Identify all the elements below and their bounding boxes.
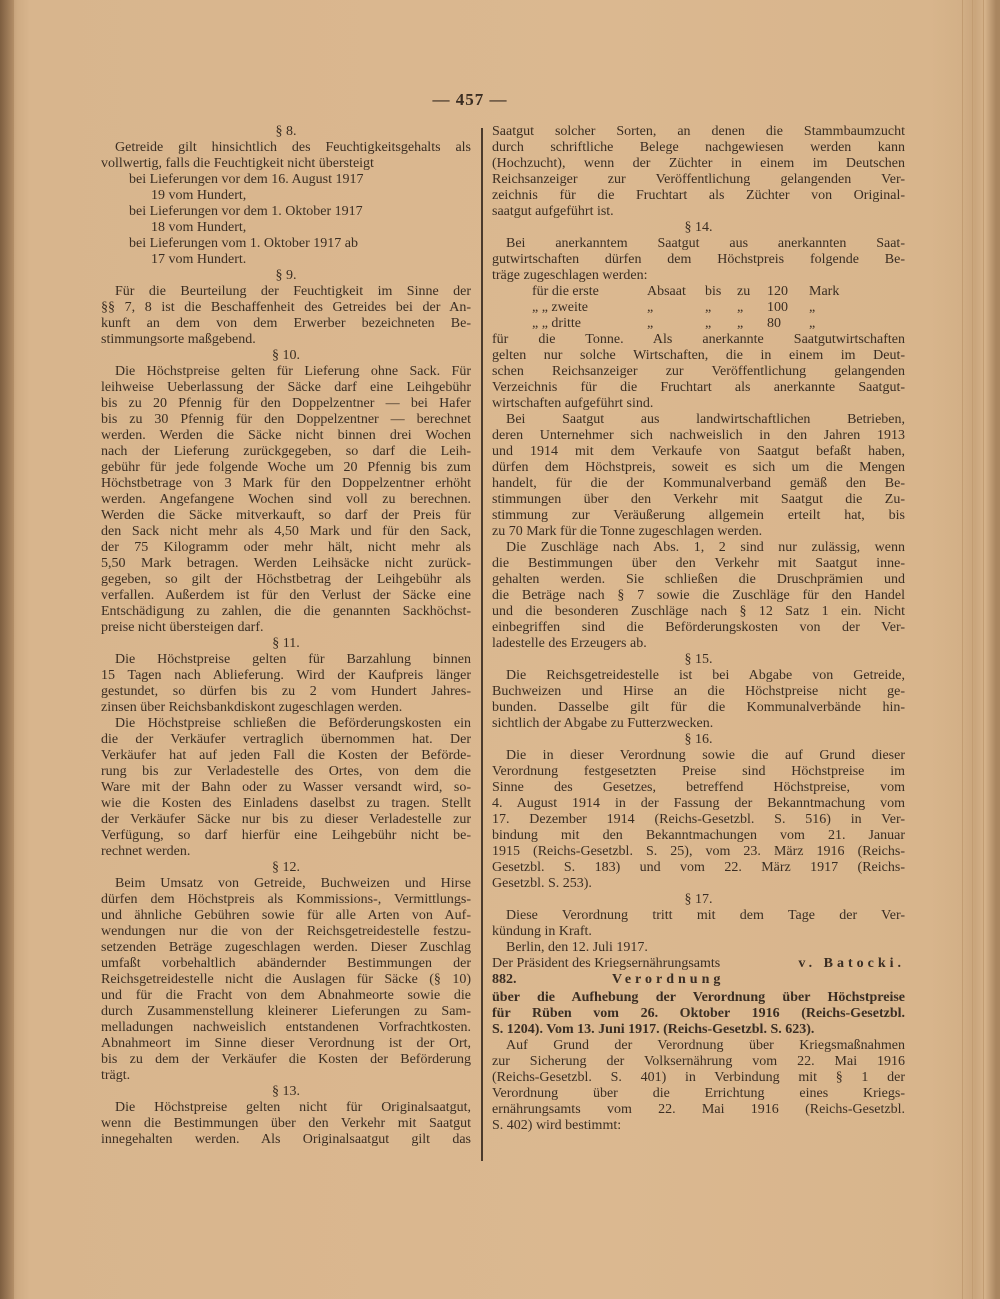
text-line: Buchweizen und Hirse an die Höchstpreise nicht ge-: [492, 684, 905, 699]
text-line: werden. Werden die Säcke nicht binnen drei Wochen: [101, 428, 471, 443]
list-line: bei Lieferungen vor dem 1. Oktober 1917: [129, 204, 363, 219]
text-line: 4. August 1914 in der Fassung der Bekanntmachung vom: [492, 796, 905, 811]
text-line: S. 402) wird bestimmt:: [492, 1118, 622, 1133]
text-line: Die Zuschläge nach Abs. 1, 2 sind nur zulässig, wenn: [506, 540, 905, 555]
text-line: saatgut aufgeführt ist.: [492, 204, 614, 219]
left-column: [101, 124, 471, 1148]
table-cell: „ „ dritte: [532, 316, 581, 331]
surcharge-table: [492, 284, 905, 332]
text-line: den Sack nicht mehr als 4,50 Mark und für den Sack,: [101, 524, 471, 539]
text-line: Verordnung festgesetzten Preise sind Höchstpreise im: [492, 764, 905, 779]
text-line: (Hochzucht), wenn der Züchter in einem im Deutschen: [492, 156, 905, 171]
page-stack-line: [962, 0, 963, 1299]
text-line: 17. Dezember 1914 (Reichs-Gesetzbl. S. 516) in Ver-: [492, 812, 905, 827]
text-line: bis zu 20 Pfennig für den Doppelzentner — bei Hafer: [101, 396, 471, 411]
section-heading: § 13.: [272, 1084, 300, 1099]
text-line: der 75 Kilogramm oder mehr hält, nicht mehr als: [101, 540, 471, 555]
signature-line: [492, 956, 905, 972]
text-line: vollwertig, falls die Feuchtigkeit nicht übersteigt: [101, 156, 374, 171]
table-cell: Mark: [809, 284, 840, 299]
text-line: dürfen dem Höchstpreis, soweit es sich um die Mengen: [492, 460, 905, 475]
text-line: Höchstbetrage von 3 Mark für den Doppelzentner erhöht: [101, 476, 471, 491]
paragraph: [492, 668, 905, 732]
text-line: zeichnis für die Fruchtart als Züchter von Original-: [492, 188, 905, 203]
ordinance-heading: [492, 972, 905, 990]
text-line: innegehalten werden. Als Originalsaatgut gilt das: [101, 1132, 471, 1147]
section-heading: § 9.: [275, 268, 297, 283]
table-cell: „ „ zweite: [532, 300, 588, 315]
text-line: einbegriffen sind die Beförderungskosten von der Ver-: [492, 620, 905, 635]
text-line: rechnet werden.: [101, 844, 191, 859]
ordinance-title: [492, 990, 905, 1038]
list-line: bei Lieferungen vor dem 16. August 1917: [129, 172, 364, 187]
text-line: Bei anerkanntem Saatgut aus anerkannten Saat-: [506, 236, 905, 251]
text-line: werden. Angefangene Wochen sind voll zu berechnen.: [101, 492, 471, 507]
text-line: kunft an dem von dem Erwerber bezeichneten Be-: [101, 316, 471, 331]
text-line: Verkäufer hat auf jeden Fall die Kosten der Beförde-: [101, 748, 471, 763]
ordinance-number: 882.: [492, 972, 517, 987]
paragraph: [101, 652, 471, 716]
table-cell: „: [809, 316, 816, 331]
text-line: S. 1204). Vom 13. Juni 1917. (Reichs-Gesetzbl. S. 623).: [492, 1022, 815, 1037]
ordinance-label: Verordnung: [612, 972, 725, 987]
text-line: kündung in Kraft.: [492, 924, 592, 939]
text-line: Verzeichnis für die Fruchtart als anerkannte Saatgut-: [492, 380, 905, 395]
section-heading: § 17.: [684, 892, 713, 907]
text-line: Bei Saatgut aus landwirtschaftlichen Betrieben,: [506, 412, 905, 427]
text-line: die der Verkäufer vertraglich übernommen hat. Der: [101, 732, 471, 747]
paragraph: [492, 908, 905, 940]
text-line: sichtlich der Abgabe zu Futterzwecken.: [492, 716, 714, 731]
text-line: ladestelle des Erzeugers ab.: [492, 636, 647, 651]
paragraph: [492, 124, 905, 220]
table-cell: „: [647, 316, 654, 331]
text-line: schen Reichsanzeiger zur Veröffentlichung gelangenden: [492, 364, 905, 379]
section-heading: § 8.: [275, 124, 297, 139]
text-line: und 1914 mit dem Verkaufe von Saatgut befaßt haben,: [492, 444, 905, 459]
table-cell: zu: [737, 284, 751, 299]
surcharge-row: [492, 300, 905, 316]
text-line: Die Höchstpreise gelten nicht für Originalsaatgut,: [115, 1100, 471, 1115]
text-line: Ware mit der Bahn oder zu Wasser versandt wird, so-: [101, 780, 471, 795]
table-cell: 100: [767, 300, 788, 315]
text-line: die Beträge nach § 7 sowie die Zuschläge für den Handel: [492, 588, 905, 603]
text-line: wirtschaften aufgeführt sind.: [492, 396, 654, 411]
text-line: zur Sicherung der Volksernährung vom 22. Mai 1916: [492, 1054, 905, 1069]
text-line: gutwirtschaften dürfen dem Höchstpreis folgende Be-: [492, 252, 905, 267]
column-divider: [481, 128, 483, 1161]
text-line: 1915 (Reichs-Gesetzbl. S. 25), vom 23. März 1916 (Reichs-: [492, 844, 905, 859]
page-stack-line: [972, 0, 973, 1299]
right-column: [492, 124, 905, 1134]
text-line: Reichsanzeiger zur Veröffentlichung gelangenden Ver-: [492, 172, 905, 187]
table-cell: bis: [705, 284, 722, 299]
paragraph: [101, 1100, 471, 1148]
text-line: und ähnliche Gebühren sowie für alle Arten von Auf-: [101, 908, 471, 923]
paragraph: [492, 412, 905, 540]
text-line: für die Tonne. Als anerkannte Saatgutwirtschaften: [492, 332, 905, 347]
table-cell: 120: [767, 284, 788, 299]
signatory-title: Der Präsident des Kriegsernährungsamts: [492, 956, 721, 971]
text-line: wenn die Bestimmungen über den Verkehr mit Saatgut: [101, 1116, 471, 1131]
text-line: und für die Fracht von dem Abnahmeorte sowie die: [101, 988, 471, 1003]
table-cell: „: [705, 300, 712, 315]
text-line: Die in dieser Verordnung sowie die auf Grund dieser: [506, 748, 905, 763]
text-line: träge zugeschlagen werden:: [492, 268, 648, 283]
page-number: — 457 —: [432, 90, 508, 109]
text-line: Reichsgetreidestelle nicht die Auslagen für Säcke (§ 10): [101, 972, 471, 987]
paragraph: [101, 876, 471, 1084]
paragraph: [492, 332, 905, 412]
text-line: verfallen. Außerdem ist für den Verlust der Säcke eine: [101, 588, 471, 603]
text-line: (Reichs-Gesetzbl. S. 401) in Verbindung mit § 1 der: [492, 1070, 905, 1085]
table-cell: 80: [767, 316, 781, 331]
table-cell: Absaat: [647, 284, 686, 299]
text-line: bindung mit den Bekanntmachungen vom 21. Januar: [492, 828, 905, 843]
list-line: 17 vom Hundert.: [151, 252, 247, 267]
text-line: gelten nur solche Wirtschaften, die in einem im Deut-: [492, 348, 905, 363]
surcharge-row: [492, 316, 905, 332]
section-heading: § 14.: [684, 220, 713, 235]
text-line: wie die Kosten des Einladens daselbst zu tragen. Stellt: [101, 796, 471, 811]
text-line: gestundet, so dürfen bis zu 2 vom Hundert Jahres-: [101, 684, 471, 699]
paragraph: [492, 748, 905, 892]
text-line: leihweise Ueberlassung der Säcke darf eine Leihgebühr: [101, 380, 471, 395]
text-line: und die besonderen Zuschläge nach § 12 Satz 1 ein. Nicht: [492, 604, 905, 619]
text-line: durch Zusammenstellung kleinerer Lieferungen zu Sam-: [101, 1004, 471, 1019]
text-line: Die Reichsgetreidestelle ist bei Abgabe von Getreide,: [506, 668, 905, 683]
list-line: Berlin, den 12. Juli 1917.: [506, 940, 648, 955]
text-line: Die Höchstpreise schließen die Beförderungskosten ein: [115, 716, 471, 731]
section-heading: § 16.: [684, 732, 713, 747]
text-line: umfaßt vorbehaltlich abändernder Bestimmungen der: [101, 956, 471, 971]
text-line: Saatgut solcher Sorten, an denen die Stammbaumzucht: [492, 124, 905, 139]
text-line: deren Unternehmer sich nachweislich in den Jahren 1913: [492, 428, 905, 443]
paragraph: [101, 284, 471, 348]
paragraph: [492, 540, 905, 652]
text-line: durch schriftliche Belege nachgewiesen werden kann: [492, 140, 905, 155]
table-cell: „: [647, 300, 654, 315]
page-stack-line: [983, 0, 984, 1299]
text-line: preise nicht übersteigen darf.: [101, 620, 264, 635]
paragraph: [101, 140, 471, 172]
signatory-name: v. Batocki.: [798, 956, 905, 971]
text-line: Gesetzbl. S. 253).: [492, 876, 592, 891]
section-heading: § 11.: [272, 636, 300, 651]
surcharge-row: [492, 284, 905, 300]
text-line: Abnahmeort im Sinne dieser Verordnung ist der Ort,: [101, 1036, 471, 1051]
text-line: die Bestimmungen über den Verkehr mit Saatgut inne-: [492, 556, 905, 571]
text-line: wendungen nur die von der Reichsgetreidestelle festzu-: [101, 924, 471, 939]
text-line: Sinne des Gesetzes, betreffend Höchstpreise, vom: [492, 780, 905, 795]
text-line: Gesetzbl. S. 183) und vom 22. März 1917 (Reichs-: [492, 860, 905, 875]
text-line: zinsen über Reichsbankdiskont zugeschlagen werden.: [101, 700, 403, 715]
text-line: Die Höchstpreise gelten für Lieferung ohne Sack. Für: [115, 364, 471, 379]
text-line: gegeben, so gilt der Höchstbetrag der Leihgebühr als: [101, 572, 471, 587]
text-line: stimmungen über den Verkehr mit Saatgut die Zu-: [492, 492, 905, 507]
text-line: Beim Umsatz von Getreide, Buchweizen und Hirse: [115, 876, 471, 891]
table-cell: „: [809, 300, 816, 315]
text-line: bunden. Dasselbe gilt für die Kommunalverbände hin-: [492, 700, 905, 715]
table-cell: „: [737, 316, 744, 331]
text-line: handelt, für die der Kommunalverband gemäß den Be-: [492, 476, 905, 491]
list-line: 19 vom Hundert,: [151, 188, 247, 203]
text-line: 5,50 Mark betragen. Werden Leihsäcke nicht zurück-: [101, 556, 471, 571]
text-line: der Verkäufer Säcke nur bis zu dieser Verladestelle zur: [101, 812, 471, 827]
table-cell: „: [705, 316, 712, 331]
text-line: ernährungsamts vom 22. Mai 1916 (Reichs-Gesetzbl.: [492, 1102, 905, 1117]
section-heading: § 12.: [272, 860, 300, 875]
text-line: über die Aufhebung der Verordnung über Höchstpreise: [492, 990, 905, 1005]
text-line: Verordnung über die Errichtung eines Kriegs-: [492, 1086, 905, 1101]
text-line: setzenden Beträge zugeschlagen werden. Dieser Zuschlag: [101, 940, 471, 955]
section-heading: § 10.: [272, 348, 300, 363]
text-line: dürfen dem Höchstpreis als Kommissions-, Vermittlungs-: [101, 892, 471, 907]
text-line: Entschädigung zu zahlen, die die genannten Sackhöchst-: [101, 604, 471, 619]
text-line: trägt.: [101, 1068, 131, 1083]
table-cell: „: [737, 300, 744, 315]
text-line: §§ 7, 8 ist die Beschaffenheit des Getreides bei der An-: [101, 300, 471, 315]
text-line: rung bis zur Verladestelle des Ortes, von dem die: [101, 764, 471, 779]
text-line: gebühr für jede folgende Woche um 20 Pfennig bis zum: [101, 460, 471, 475]
text-line: melladungen nachweislich entstandenen Vorfrachtkosten.: [101, 1020, 471, 1035]
list-line: 18 vom Hundert,: [151, 220, 247, 235]
list-line: bei Lieferungen vom 1. Oktober 1917 ab: [129, 236, 358, 251]
paragraph: [101, 364, 471, 636]
section-heading: § 15.: [684, 652, 713, 667]
text-line: für Rüben vom 26. Oktober 1916 (Reichs-Gesetzbl.: [492, 1006, 905, 1021]
paragraph: [101, 716, 471, 860]
paragraph: [492, 1038, 905, 1134]
text-line: Diese Verordnung tritt mit dem Tage der Ver-: [506, 908, 905, 923]
text-line: Für die Beurteilung der Feuchtigkeit im Sinne der: [115, 284, 471, 299]
text-line: stimmungsorte maßgebend.: [101, 332, 256, 347]
text-line: nach der Lieferung zurückgegeben, so darf die Leih-: [101, 444, 471, 459]
text-line: zu 70 Mark für die Tonne zugeschlagen werden.: [492, 524, 763, 539]
paragraph: [492, 236, 905, 284]
text-line: 15 Tagen nach Ablieferung. Wird der Kaufpreis länger: [101, 668, 471, 683]
text-line: bis zu dem der Verkäufer die Kosten der Beförderung: [101, 1052, 471, 1067]
text-line: Auf Grund der Verordnung über Kriegsmaßnahmen: [506, 1038, 905, 1053]
table-cell: für die erste: [532, 284, 599, 299]
text-line: Werden die Säcke mitverkauft, so darf der Preis für: [101, 508, 471, 523]
text-line: Getreide gilt hinsichtlich des Feuchtigkeitsgehalts als: [115, 140, 471, 155]
adjacent-page-edge: [0, 0, 14, 1299]
text-line: stimmung zur Veräußerung allgemein erteilt hat, bis: [492, 508, 905, 523]
text-line: Die Höchstpreise gelten für Barzahlung binnen: [115, 652, 471, 667]
text-line: bis zu 30 Pfennig für den Doppelzentner — berechnet: [101, 412, 471, 427]
text-line: Verfügung, so darf hierfür eine Leihgebühr nicht be-: [101, 828, 471, 843]
text-line: gehalten werden. Sie schließen die Druschprämien und: [492, 572, 905, 587]
